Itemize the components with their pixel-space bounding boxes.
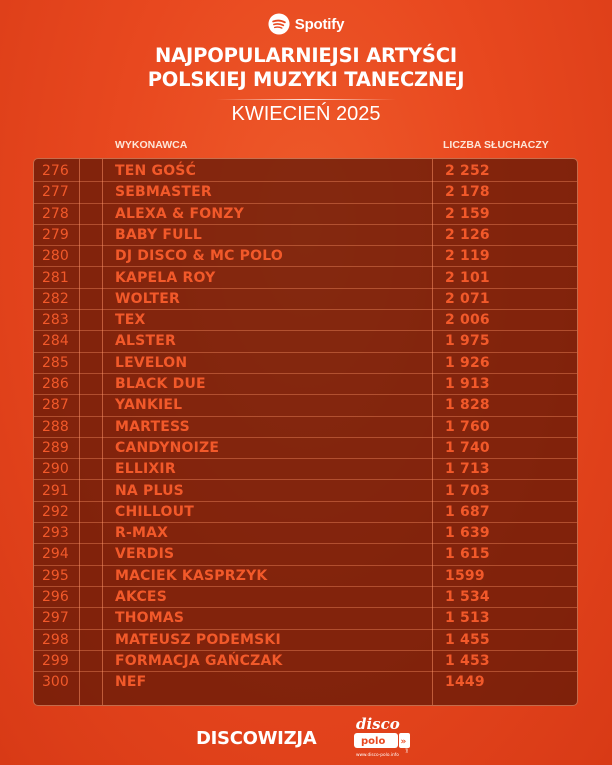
artist-name-cell: VERDIS <box>115 546 175 563</box>
rank-cell: 278 <box>42 205 69 222</box>
logo-side-text: info <box>405 746 409 753</box>
artist-name-cell: FORMACJA GAŃCZAK <box>115 652 283 669</box>
column-header-listeners: LICZBA SŁUCHACZY <box>443 139 549 151</box>
artist-name-cell: YANKIEL <box>115 397 183 414</box>
logo-url: www.disco-polo.info <box>356 753 399 758</box>
table-row <box>34 672 577 693</box>
artist-name-cell: BABY FULL <box>115 226 202 243</box>
rank-cell: 300 <box>42 674 69 691</box>
table-row <box>34 310 577 331</box>
artist-name-cell: ALSTER <box>115 333 176 350</box>
listeners-cell: 1 513 <box>445 610 490 627</box>
listeners-cell: 1 926 <box>445 354 490 371</box>
artist-name-cell: TEX <box>115 312 146 329</box>
table-row <box>34 204 577 225</box>
listeners-cell: 1 455 <box>445 631 490 648</box>
rank-cell: 276 <box>42 163 69 179</box>
table-row <box>34 502 577 523</box>
table-row <box>34 651 577 672</box>
listeners-cell: 1 534 <box>445 589 490 605</box>
rank-cell: 289 <box>42 439 69 456</box>
ranking-table <box>33 158 578 706</box>
rank-cell: 277 <box>42 184 69 201</box>
listeners-cell: 1 687 <box>445 503 490 520</box>
table-row <box>34 481 577 502</box>
artist-name-cell: KAPELA ROY <box>115 269 216 286</box>
spotify-brand <box>0 13 612 35</box>
listeners-cell: 1 828 <box>445 397 490 414</box>
artist-name-cell: TEN GOŚĆ <box>115 163 197 179</box>
rank-cell: 279 <box>42 226 69 243</box>
artist-name-cell: CANDYNOIZE <box>115 439 220 456</box>
rank-cell: 291 <box>42 482 69 499</box>
rank-cell: 296 <box>42 589 69 605</box>
title-divider <box>216 99 396 100</box>
listeners-cell: 1 975 <box>445 333 490 350</box>
rank-cell: 285 <box>42 354 69 371</box>
artist-name-cell: BLACK DUE <box>115 376 206 392</box>
table-row <box>34 395 577 416</box>
artist-name-cell: DJ DISCO & MC POLO <box>115 248 283 265</box>
listeners-cell: 1 453 <box>445 652 490 669</box>
discowizja-label: DISCOWIZJA <box>196 728 317 749</box>
listeners-cell: 1 713 <box>445 461 490 478</box>
rank-cell: 298 <box>42 631 69 648</box>
artist-name-cell: WOLTER <box>115 290 181 307</box>
rank-cell: 290 <box>42 461 69 478</box>
listeners-cell: 1 760 <box>445 418 490 435</box>
rank-cell: 287 <box>42 397 69 414</box>
artist-name-cell: LEVELON <box>115 354 188 371</box>
artist-name-cell: ALEXA & FONZY <box>115 205 244 222</box>
table-row <box>34 353 577 374</box>
artist-name-cell: R-MAX <box>115 525 169 542</box>
artist-name-cell: THOMAS <box>115 610 185 627</box>
artist-name-cell: MATEUSZ PODEMSKI <box>115 631 281 648</box>
logo-text-bottom: polo <box>361 736 386 747</box>
table-row <box>34 608 577 629</box>
table-row <box>34 246 577 267</box>
disco-polo-logo <box>352 713 412 759</box>
spotify-logo-icon <box>268 13 290 35</box>
rank-cell: 281 <box>42 269 69 286</box>
listeners-cell: 1 615 <box>445 546 490 563</box>
column-header-artist: WYKONAWCA <box>115 139 188 151</box>
table-row <box>34 459 577 480</box>
table-row <box>34 161 577 182</box>
title-line-1: NAJPOPULARNIEJSI ARTYŚCI <box>155 44 457 67</box>
rank-cell: 295 <box>42 567 69 584</box>
listeners-cell: 2 006 <box>445 312 490 329</box>
table-row <box>34 331 577 352</box>
table-row <box>34 225 577 246</box>
table-row <box>34 374 577 395</box>
artist-name-cell: AKCES <box>115 589 167 605</box>
rank-cell: 288 <box>42 418 69 435</box>
table-row <box>34 544 577 565</box>
listeners-cell: 1 703 <box>445 482 490 499</box>
table-row <box>34 566 577 587</box>
rank-cell: 282 <box>42 290 69 307</box>
table-row <box>34 182 577 203</box>
artist-name-cell: SEBMASTER <box>115 184 212 201</box>
table-row <box>34 587 577 608</box>
page-title <box>0 44 612 92</box>
artist-name-cell: CHILLOUT <box>115 503 194 520</box>
listeners-cell: 2 071 <box>445 290 490 307</box>
logo-chevron-icon: » <box>400 737 407 747</box>
title-line-2: POLSKIEJ MUZYKI TANECZNEJ <box>147 68 465 91</box>
listeners-cell: 2 178 <box>445 184 490 201</box>
listeners-cell: 2 119 <box>445 248 490 265</box>
table-row <box>34 417 577 438</box>
listeners-cell: 2 126 <box>445 226 490 243</box>
rank-cell: 283 <box>42 312 69 329</box>
rank-cell: 280 <box>42 248 69 265</box>
rank-cell: 284 <box>42 333 69 350</box>
listeners-cell: 2 159 <box>445 205 490 222</box>
table-row <box>34 523 577 544</box>
table-row <box>34 268 577 289</box>
table-row <box>34 289 577 310</box>
rank-cell: 297 <box>42 610 69 627</box>
listeners-cell: 2 101 <box>445 269 490 286</box>
artist-name-cell: NEF <box>115 674 147 691</box>
listeners-cell: 1449 <box>445 674 485 691</box>
table-row <box>34 438 577 459</box>
brand-name: Spotify <box>294 15 345 33</box>
logo-text-top: disco <box>356 715 400 733</box>
listeners-cell: 1 639 <box>445 525 490 542</box>
rank-cell: 299 <box>42 652 69 669</box>
artist-name-cell: NA PLUS <box>115 482 184 499</box>
artist-name-cell: MARTESS <box>115 418 190 435</box>
artist-name-cell: MACIEK KASPRZYK <box>115 567 268 584</box>
artist-name-cell: ELLIXIR <box>115 461 176 478</box>
rank-cell: 292 <box>42 503 69 520</box>
listeners-cell: 1 913 <box>445 376 490 392</box>
rank-cell: 294 <box>42 546 69 563</box>
rank-cell: 286 <box>42 376 69 392</box>
listeners-cell: 1599 <box>445 567 485 584</box>
page-subtitle: KWIECIEŃ 2025 <box>231 103 381 125</box>
listeners-cell: 1 740 <box>445 439 490 456</box>
rank-cell: 293 <box>42 525 69 542</box>
listeners-cell: 2 252 <box>445 163 490 179</box>
table-row <box>34 630 577 651</box>
